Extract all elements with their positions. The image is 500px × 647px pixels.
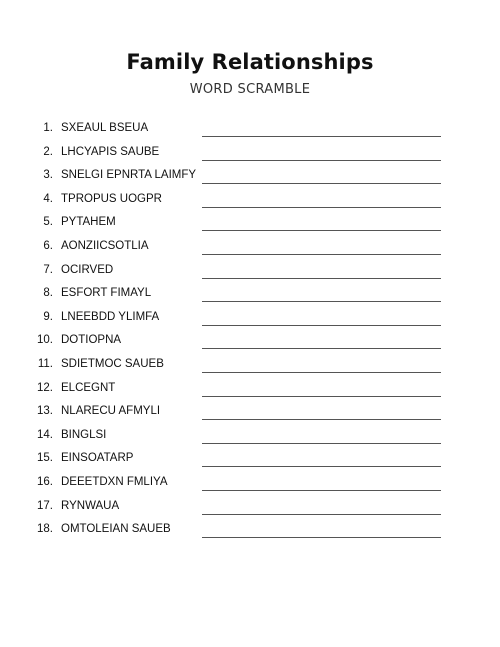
scrambled-word: TPROPUS UOGPR (61, 192, 162, 205)
puzzle-row (0, 164, 500, 188)
scrambled-word: ELCEGNT (61, 381, 116, 394)
answer-line (202, 278, 441, 279)
scrambled-word: PYTAHEM (61, 216, 116, 229)
scrambled-word: SNELGI EPNRTA LAIMFY (61, 169, 197, 182)
answer-line (202, 396, 441, 397)
puzzle-row (0, 117, 500, 141)
puzzle-row (0, 447, 500, 471)
answer-line (202, 372, 441, 373)
scrambled-word: AONZIICSOTLIA (61, 239, 149, 252)
puzzle-row (0, 329, 500, 353)
item-number: 14. (37, 428, 53, 441)
puzzle-row (0, 259, 500, 283)
item-number: 9. (43, 310, 53, 323)
answer-line (202, 514, 441, 515)
answer-line (202, 207, 441, 208)
scrambled-word: NLARECU AFMYLI (61, 405, 161, 418)
answer-line (202, 466, 441, 467)
item-number: 17. (37, 499, 53, 512)
scrambled-word: OMTOLEIAN SAUEB (61, 523, 171, 536)
answer-line (202, 230, 441, 231)
puzzle-row (0, 518, 500, 542)
worksheet-subtitle: WORD SCRAMBLE (189, 82, 311, 97)
scrambled-word: OCIRVED (61, 263, 114, 276)
answer-line (202, 348, 441, 349)
item-number: 13. (37, 405, 53, 418)
item-number: 15. (37, 452, 53, 465)
answer-line (202, 537, 441, 538)
item-number: 18. (37, 523, 53, 536)
scrambled-word: ESFORT FIMAYL (61, 287, 152, 300)
item-number: 6. (43, 239, 53, 252)
scrambled-word: EINSOATARP (61, 452, 134, 465)
answer-line (202, 254, 441, 255)
puzzle-row (0, 353, 500, 377)
answer-line (202, 419, 441, 420)
scrambled-word: SDIETMOC SAUEB (61, 357, 164, 370)
scrambled-word: DOTIOPNA (61, 334, 122, 347)
item-number: 1. (43, 122, 53, 134)
item-number: 12. (37, 381, 53, 394)
answer-line (202, 443, 441, 444)
puzzle-row (0, 400, 500, 424)
answer-line (202, 490, 441, 491)
item-number: 5. (43, 216, 53, 229)
item-number: 7. (43, 263, 53, 276)
puzzle-row (0, 377, 500, 401)
answer-line (202, 183, 441, 184)
puzzle-row (0, 495, 500, 519)
scrambled-word: DEEETDXN FMLIYA (61, 475, 168, 488)
answer-line (202, 136, 441, 137)
answer-line (202, 301, 441, 302)
puzzle-row (0, 306, 500, 330)
worksheet-title: Family Relationships (126, 50, 374, 74)
puzzle-row (0, 188, 500, 212)
answer-line (202, 325, 441, 326)
puzzle-row (0, 282, 500, 306)
scrambled-word: LNEEBDD YLIMFA (61, 310, 160, 323)
scrambled-word: RYNWAUA (61, 499, 120, 512)
item-number: 4. (43, 192, 53, 205)
item-number: 3. (43, 169, 53, 182)
item-number: 16. (37, 475, 53, 488)
puzzle-row (0, 211, 500, 235)
puzzle-row (0, 424, 500, 448)
scrambled-word: LHCYAPIS SAUBE (61, 145, 160, 158)
puzzle-row (0, 471, 500, 495)
scrambled-word: SXEAUL BSEUA (61, 122, 149, 134)
puzzle-row (0, 235, 500, 259)
item-number: 10. (37, 334, 53, 347)
scrambled-word: BINGLSI (61, 428, 107, 441)
item-number: 11. (37, 357, 53, 370)
puzzle-list (0, 117, 500, 542)
puzzle-row (0, 141, 500, 165)
answer-line (202, 160, 441, 161)
item-number: 8. (43, 287, 53, 300)
item-number: 2. (43, 145, 53, 158)
